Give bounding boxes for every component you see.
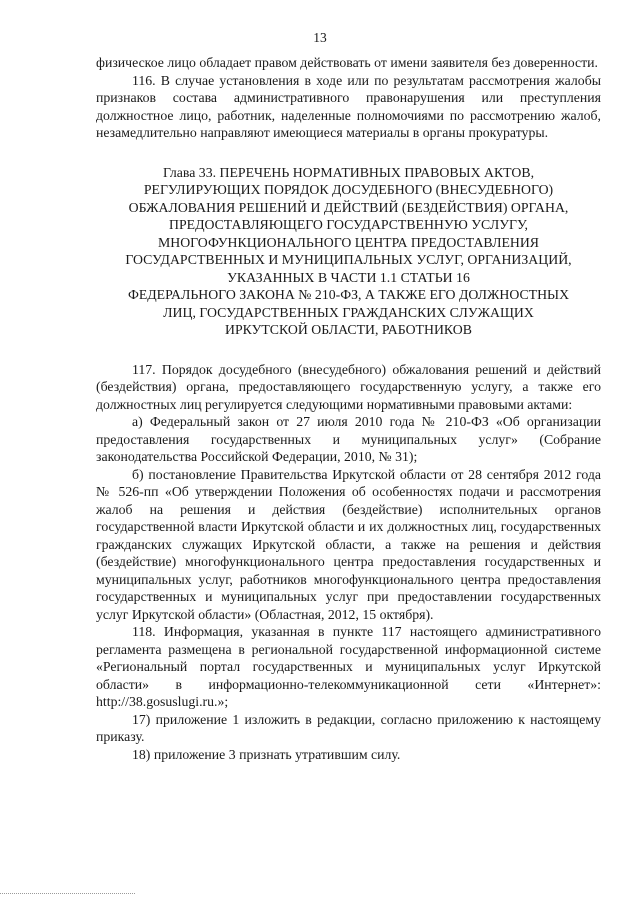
page-number: 13 (313, 30, 327, 45)
footer-divider (0, 893, 135, 894)
chapter-heading-line: Глава 33. ПЕРЕЧЕНЬ НОРМАТИВНЫХ ПРАВОВЫХ АКТОВ, (162, 164, 535, 180)
chapter-heading-line: ПРЕДОСТАВЛЯЮЩЕГО ГОСУДАРСТВЕННУЮ УСЛУГУ, (169, 217, 528, 232)
chapter-heading (96, 164, 601, 339)
paragraph-item-18: 18) приложение 3 признать утратившим силу. (132, 746, 401, 762)
chapter-heading-line: ЛИЦ, ГОСУДАРСТВЕННЫХ ГРАЖДАНСКИХ СЛУЖАЩИХ (163, 304, 534, 320)
chapter-heading-line: УКАЗАННЫХ В ЧАСТИ 1.1 СТАТЬИ 16 (227, 269, 470, 285)
paragraph-117: 117. Порядок досудебного (внесудебного) обжалования решений и действий (бездействия) органа, предоставляющего государственную услугу, а также его должностных лиц регулируется следующими нормативными правовыми актами: (96, 361, 601, 412)
chapter-heading-line: РЕГУЛИРУЮЩИХ ПОРЯДОК ДОСУДЕБНОГО (ВНЕСУДЕБНОГО) (143, 182, 554, 197)
paragraph-117-item-a: а) Федеральный закон от 27 июля 2010 года № 210-ФЗ «Об организации предоставления государственных и муниципальных услуг» (Собрание законодательства Российской Федерации, 2010, № 31); (96, 414, 601, 464)
paragraph-continuation: физическое лицо обладает правом действовать от имени заявителя без доверенности. (96, 55, 598, 70)
paragraph-117-item-b: б) постановление Правительства Иркутской области от 28 сентября 2012 года № 526-пп «Об утверждении Положения об особенностях подачи и рассмотрения жалоб на решения и действия (бездействие) исполнительных органов государственной власти Иркутской области и их должностных лиц, государственных гражданских служащих Иркутской области, а также на решения и действия (бездействие) многофункционального центра предоставления государственных и муниципальных услуг, работников многофункционального центра предоставления государственных и муниципальных услуг при предоставлении государственных услуг Иркутской области» (Областная, 2012, 15 октября). (96, 466, 601, 622)
paragraph-118: 118. Информация, указанная в пункте 117 настоящего административного регламента размещена в региональной государственной информационной системе «Региональный портал государственных и муниципальных услуг Иркутской области» в информационно-телекоммуникационной сети «Интернет»: http://38.gosuslugi.ru.»; (96, 624, 601, 709)
paragraph-116: 116. В случае установления в ходе или по результатам рассмотрения жалобы признаков состава административного правонарушения или преступления должностное лицо, работник, наделенные полномочиями по рассмотрению жалоб, незамедлительно направляют имеющиеся материалы в органы прокуратуры. (96, 72, 601, 140)
paragraph-item-17: 17) приложение 1 изложить в редакции, согласно приложению к настоящему приказу. (96, 711, 601, 744)
chapter-heading-line: ОБЖАЛОВАНИЯ РЕШЕНИЙ И ДЕЙСТВИЙ (БЕЗДЕЙСТВИЯ) ОРГАНА, (128, 199, 569, 215)
chapter-heading-line: МНОГОФУНКЦИОНАЛЬНОГО ЦЕНТРА ПРЕДОСТАВЛЕНИЯ (157, 234, 540, 250)
chapter-heading-line: ГОСУДАРСТВЕННЫХ И МУНИЦИПАЛЬНЫХ УСЛУГ, ОРГАНИЗАЦИЙ, (125, 252, 572, 267)
document-body (96, 54, 601, 763)
chapter-heading-line: ИРКУТСКОЙ ОБЛАСТИ, РАБОТНИКОВ (225, 322, 472, 337)
chapter-heading-line: ФЕДЕРАЛЬНОГО ЗАКОНА № 210-ФЗ, А ТАКЖЕ ЕГО ДОЛЖНОСТНЫХ (127, 287, 570, 302)
